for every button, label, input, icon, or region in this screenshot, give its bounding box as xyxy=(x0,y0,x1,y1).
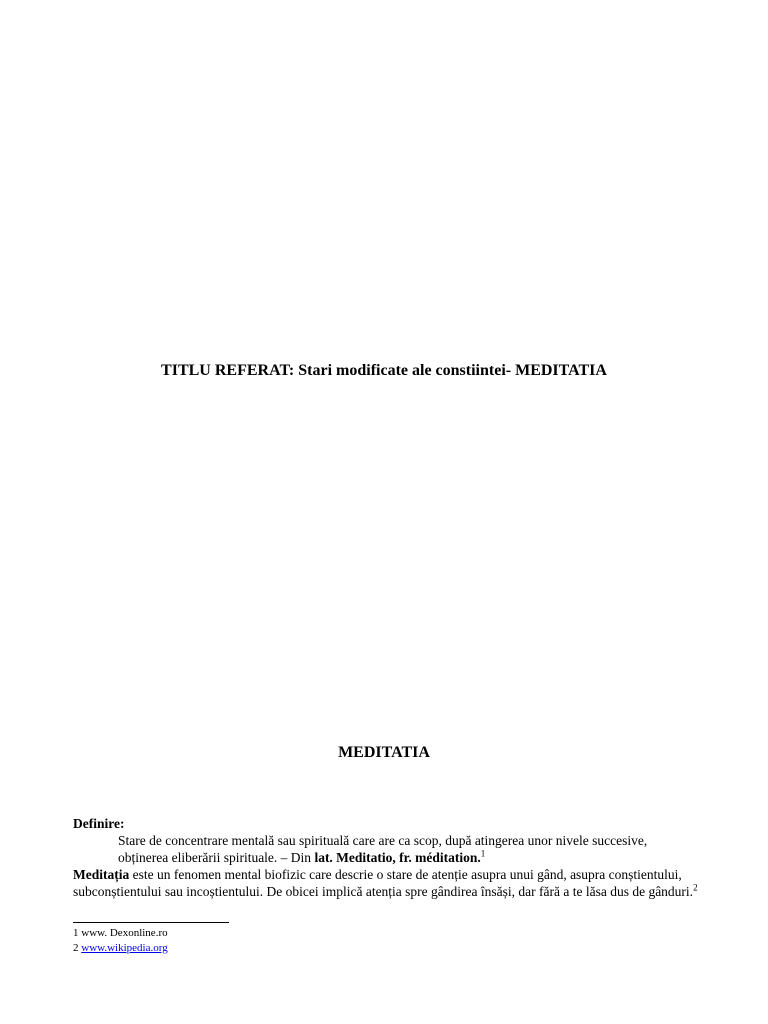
footnote-2 xyxy=(73,941,168,956)
definition-label: Definire: xyxy=(73,816,125,831)
document-title: TITLU REFERAT: Stari modificate ale constiintei- MEDITATIA xyxy=(161,362,607,379)
definition-section xyxy=(73,815,698,900)
footnote-number: 1 xyxy=(73,927,79,939)
meditation-term: Meditația xyxy=(73,867,130,882)
footnote-text: www. Dexonline.ro xyxy=(81,927,168,939)
definition-paragraph xyxy=(73,832,698,866)
footnote-number: 2 xyxy=(73,942,79,954)
meditation-paragraph xyxy=(73,866,698,900)
footnote-ref-1[interactable]: 1 xyxy=(480,848,486,859)
wikipedia-link[interactable]: www.wikipedia.org xyxy=(81,942,168,954)
meditation-text: este un fenomen mental biofizic care descrie o stare de atenție asupra unui gând, asupra conștientului, subconștientului sau incoștientului. De obicei implică atenția spre gândirea însăși, dar fără a te lăsa dus de gânduri. xyxy=(73,867,694,899)
definition-text: Stare de concentrare mentală sau spirituală care are ca scop, după atingerea unor nivele succesive, obținerea eliberării spirituale. – Din xyxy=(118,833,648,865)
footnote-1 xyxy=(73,926,168,941)
section-heading: MEDITATIA xyxy=(338,744,430,761)
footnote-ref-2[interactable]: 2 xyxy=(693,882,698,893)
footnotes xyxy=(73,926,168,956)
footnote-separator xyxy=(73,922,229,923)
etymology-text: lat. Meditatio, fr. méditation. xyxy=(314,850,481,865)
